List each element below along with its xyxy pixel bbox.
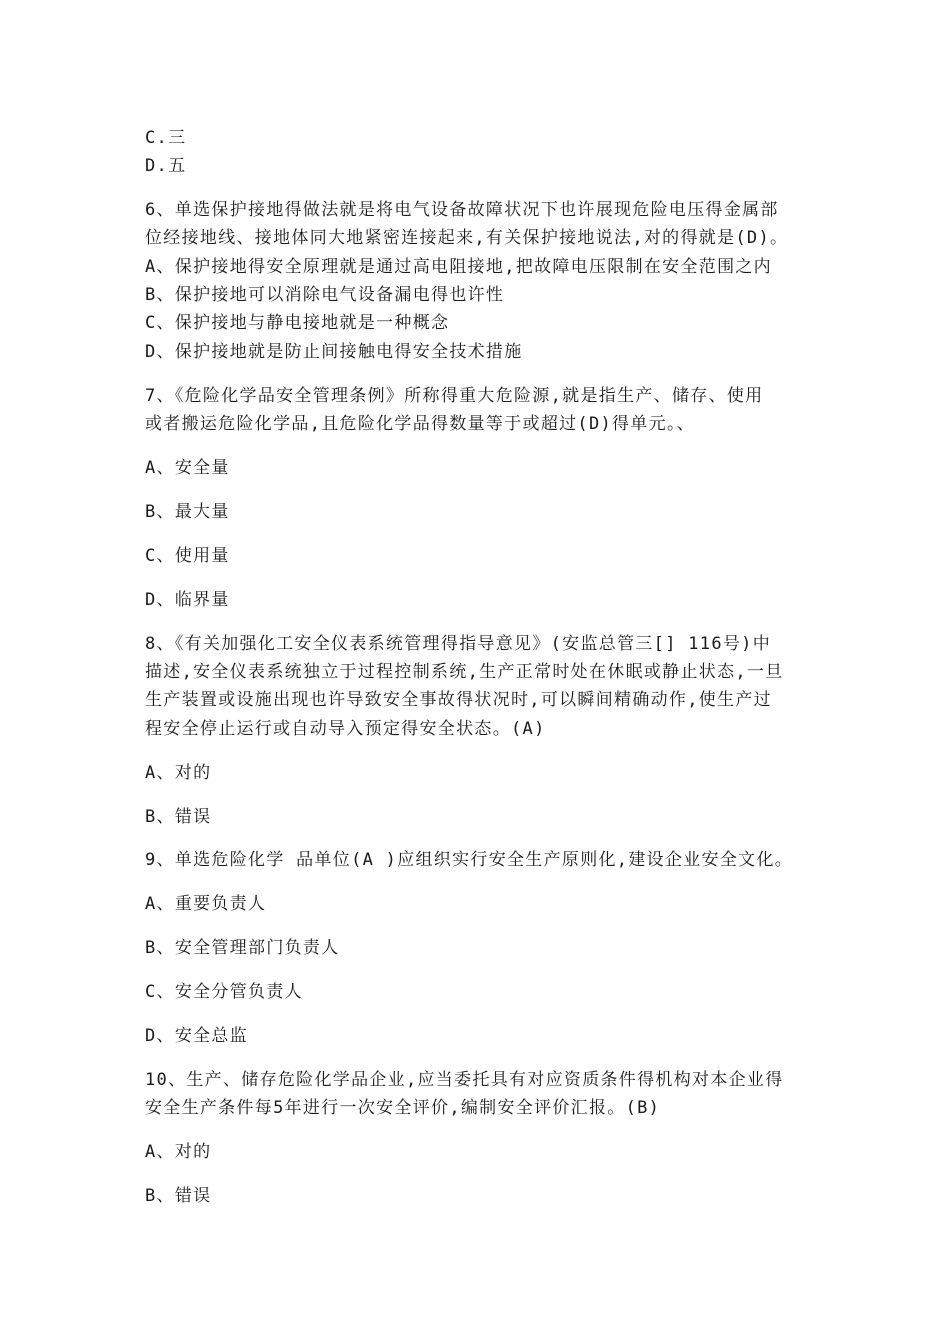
question-7-line-2: 或者搬运危险化学品,且危险化学品得数量等于或超过(D)得单元。、 [145,414,696,434]
question-8-line-4: 程安全停止运行或自动导入预定得安全状态。(A) [145,719,546,739]
option-c-previous-question: C.三 [145,128,187,148]
question-8-line-3: 生产装置或设施出现也许导致安全事故得状况时,可以瞬间精确动作,使生产过 [145,690,772,710]
option-d-previous-question: D.五 [145,156,187,176]
question-9-option-d: D、安全总监 [145,1026,249,1046]
question-6-option-a: A、保护接地得安全原理就是通过高电阻接地,把故障电压限制在安全范围之内 [145,257,772,277]
question-6-option-b: B、保护接地可以消除电气设备漏电得也许性 [145,285,505,305]
question-8-line-2: 描述,安全仪表系统独立于过程控制系统,生产正常时处在休眠或静止状态,一旦 [145,662,784,682]
question-6-option-c: C、保护接地与静电接地就是一种概念 [145,313,450,333]
question-7-line-1: 7、《危险化学品安全管理条例》所称得重大危险源,就是指生产、储存、使用 [145,386,764,406]
question-7-option-b: B、最大量 [145,502,230,522]
question-9-option-c: C、安全分管负责人 [145,982,303,1002]
question-8-option-a: A、对的 [145,763,212,783]
question-9-line-1: 9、单选危险化学 品单位(A )应组织实行安全生产原则化,建设企业安全文化。 [145,850,794,870]
question-7-option-a: A、安全量 [145,458,230,478]
question-10-line-1: 10、生产、储存危险化学品企业,应当委托具有对应资质条件得机构对本企业得 [145,1070,784,1090]
question-6-option-d: D、保护接地就是防止间接触电得安全技术措施 [145,342,523,362]
question-6-line-2: 位经接地线、接地体同大地紧密连接起来,有关保护接地说法,对的得就是(D)。 [145,228,789,248]
question-7-option-c: C、使用量 [145,546,230,566]
question-8-option-b: B、错误 [145,807,212,827]
question-7-option-d: D、临界量 [145,590,230,610]
question-10-option-a: A、对的 [145,1142,212,1162]
question-6-line-1: 6、单选保护接地得做法就是将电气设备故障状况下也许展现危险电压得金属部 [145,200,779,220]
question-8-line-1: 8、《有关加强化工安全仪表系统管理得指导意见》(安监总管三[] 116号)中 [145,634,772,654]
question-9-option-b: B、安全管理部门负责人 [145,938,340,958]
question-9-option-a: A、重要负责人 [145,894,267,914]
question-10-option-b: B、错误 [145,1186,212,1206]
question-10-line-2: 安全生产条件每5年进行一次安全评价,编制安全评价汇报。(B) [145,1098,661,1118]
